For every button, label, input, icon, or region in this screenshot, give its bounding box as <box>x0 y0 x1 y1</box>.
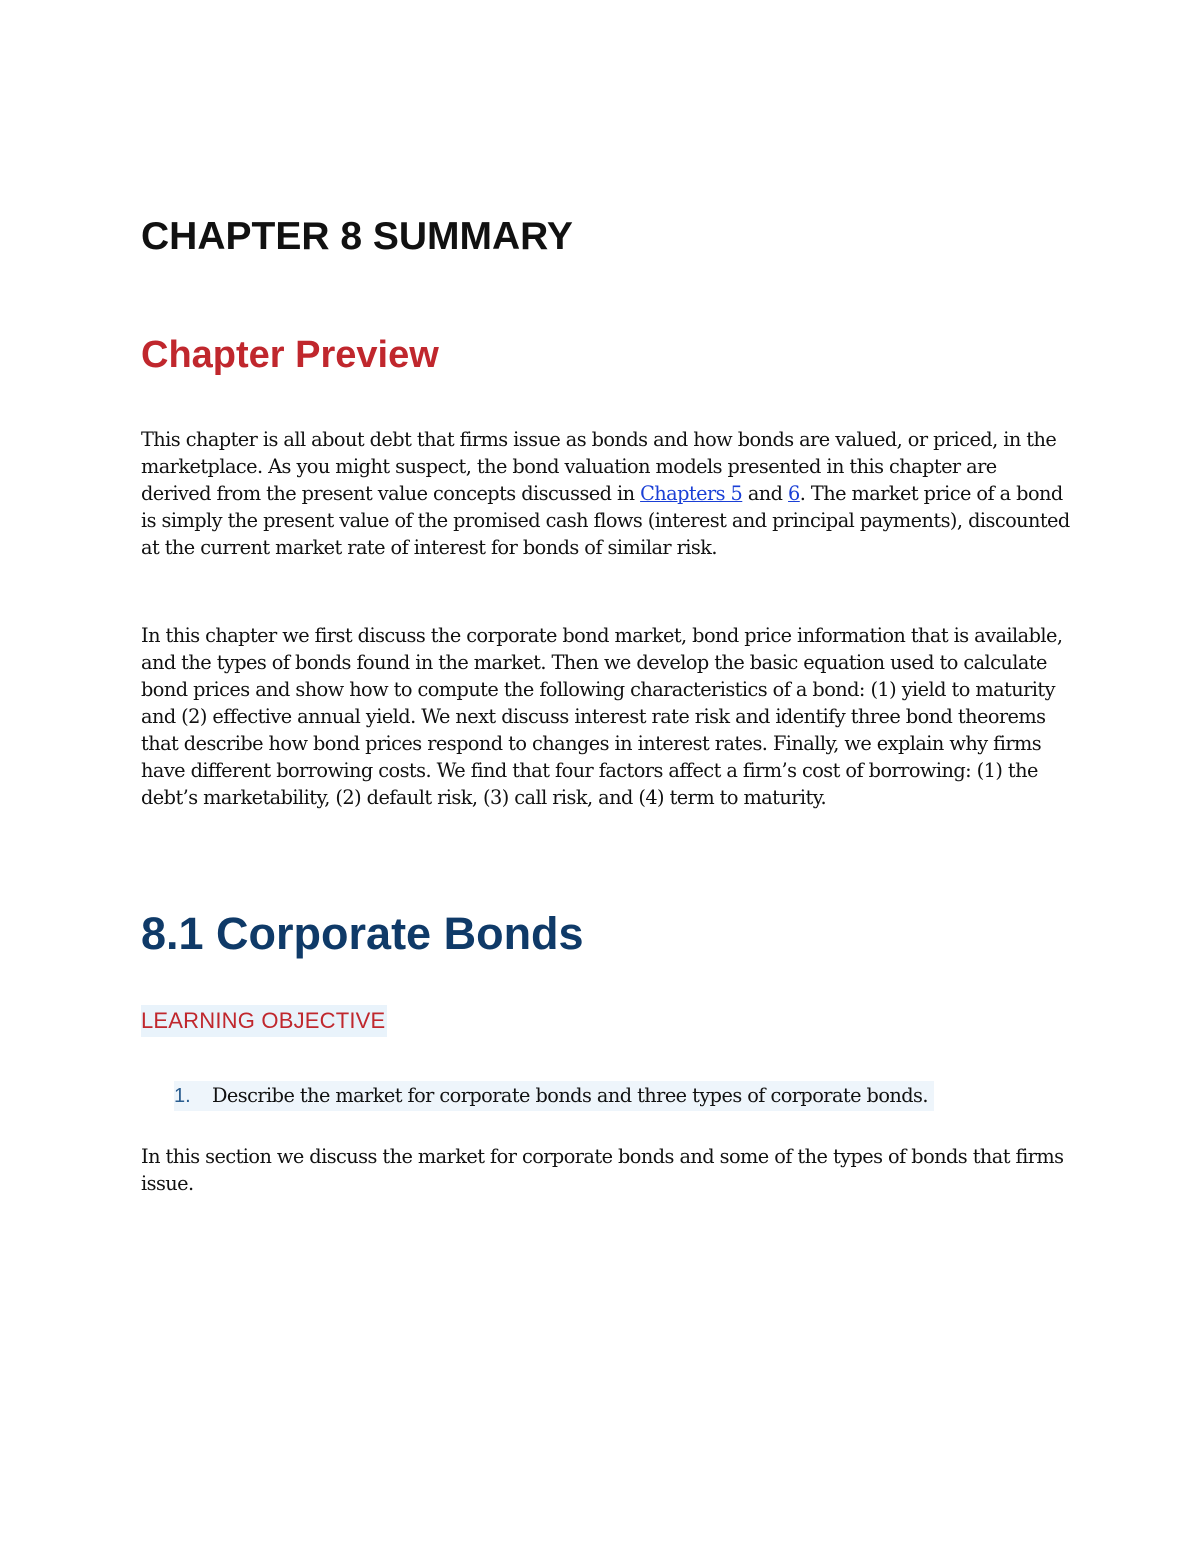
section-heading: 8.1 Corporate Bonds <box>141 908 584 959</box>
preview-paragraph-1-text-c: . The market price of a bond is simply the present value of the promised cash flows (interest and principal payments), discounted at the current market rate of interest for bonds of similar risk. <box>141 482 1070 559</box>
learning-objectives-list <box>174 1081 934 1111</box>
objective-number: 1. <box>174 1085 191 1107</box>
chapter-title: CHAPTER 8 SUMMARY <box>141 215 573 258</box>
preview-paragraph-1-text-a: This chapter is all about debt that firms issue as bonds and how bonds are valued, or priced, in the marketplace. As you might suspect, the bond valuation models presented in this chapter are derived from the present value concepts discussed in <box>141 428 1057 505</box>
preview-paragraph-1 <box>141 426 1071 561</box>
section-paragraph: In this section we discuss the market for corporate bonds and some of the types of bonds that firms issue. <box>141 1145 1064 1195</box>
preview-paragraph-2: In this chapter we first discuss the corporate bond market, bond price information that is available, and the types of bonds found in the market. Then we develop the basic equation used to calculate bond prices and show how to compute the following characteristics of a bond: (1) yield to maturity and (2) effective annual yield. We next discuss interest rate risk and identify three bond theorems that describe how bond prices respond to changes in interest rates. Finally, we explain why firms have different borrowing costs. We find that four factors affect a firm’s cost of borrowing: (1) the debt’s marketability, (2) default risk, (3) call risk, and (4) term to maturity. <box>141 624 1063 809</box>
chapter-preview-heading: Chapter Preview <box>141 334 439 376</box>
learning-objective-item <box>174 1081 928 1111</box>
preview-paragraph-1-text-b: and <box>742 482 789 505</box>
chapter-6-link[interactable]: 6 <box>788 482 800 505</box>
chapters-5-link[interactable]: Chapters 5 <box>640 482 743 505</box>
learning-objective-label: LEARNING OBJECTIVE <box>141 1005 387 1037</box>
objective-text: Describe the market for corporate bonds and three types of corporate bonds. <box>212 1084 928 1107</box>
